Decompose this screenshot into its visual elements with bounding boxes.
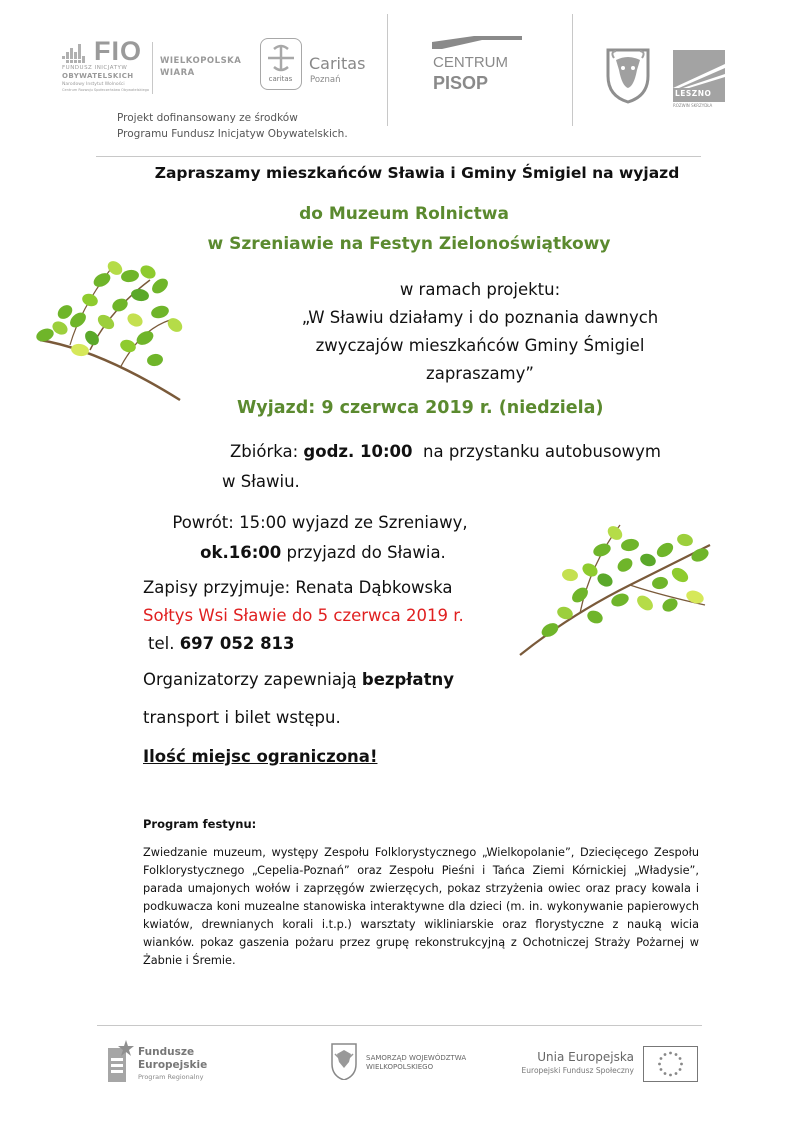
organizers-bold: bezpłatny	[361, 670, 454, 689]
eu-star	[680, 1063, 683, 1066]
signup-person: Zapisy przyjmuje: Renata Dąbkowska	[143, 578, 453, 597]
invite-intro: Zapraszamy mieszkańców Sławia i Gminy Śmigiel na wyjazd	[154, 164, 680, 182]
funding-line1: Projekt dofinansowany ze środków	[117, 112, 298, 124]
header-logos	[0, 0, 794, 160]
coat-of-arms-icon	[604, 46, 652, 104]
eu-star	[669, 1074, 672, 1077]
eu-flag	[643, 1046, 698, 1082]
eu-line2: Europejski Fundusz Społeczny	[521, 1066, 634, 1075]
return-line1: Powrót: 15:00 wyjazd ze Szreniawy,	[172, 513, 468, 532]
fe-star-icon	[108, 1040, 134, 1084]
fe-line1: Fundusze	[138, 1046, 195, 1058]
signup-info	[143, 574, 464, 658]
phone-number: 697 052 813	[179, 634, 295, 653]
header-rule	[96, 156, 701, 157]
fe-line3: Program Regionalny	[138, 1073, 204, 1081]
return-info	[150, 508, 490, 568]
divider	[572, 14, 573, 126]
eu-star	[664, 1053, 667, 1056]
caritas-name: Caritas	[309, 54, 366, 73]
eu-star	[664, 1072, 667, 1075]
branch-illustration	[20, 250, 200, 410]
funding-line2: Programu Fundusz Inicjatyw Obywatelskich.	[117, 128, 348, 140]
caritas-city: Poznań	[310, 75, 341, 85]
organizers-text: Organizatorzy zapewniają	[143, 670, 362, 689]
fio-logo	[62, 36, 152, 96]
funding-note	[117, 110, 348, 142]
divider	[387, 14, 388, 126]
project-intro: w ramach projektu:	[399, 280, 561, 299]
project-block	[250, 276, 710, 388]
eu-star	[679, 1057, 682, 1060]
leszno-logo	[673, 50, 725, 102]
gathering-label: Zbiórka:	[230, 442, 304, 461]
program-title: Program festynu:	[143, 817, 257, 831]
pisop-line1: CENTRUM	[433, 54, 508, 71]
fio-line1: FUNDUSZ INICJATYW	[62, 65, 128, 71]
signup-deadline: Sołtys Wsi Sławie do 5 czerwca 2019 r.	[143, 606, 464, 625]
gathering-line1	[222, 437, 682, 467]
eu-star	[660, 1057, 663, 1060]
project-title-line3: zapraszamy”	[426, 364, 534, 383]
signup-phone	[143, 630, 464, 658]
gathering-info	[222, 437, 682, 497]
fe-line2: Europejskie	[138, 1059, 208, 1071]
eu-star	[669, 1052, 672, 1055]
divider	[152, 42, 153, 94]
wielkopolska-line1: WIELKOPOLSKA	[160, 56, 242, 66]
project-title-line2: zwyczajów mieszkańców Gminy Śmigiel	[315, 336, 645, 355]
caritas-badge	[260, 38, 302, 90]
branch-illustration	[510, 505, 725, 665]
samorzad-logo	[330, 1042, 500, 1084]
leszno-wing-icon	[673, 50, 725, 88]
pisop-roof-icon	[432, 36, 522, 50]
program-text: Zwiedzanie muzeum, występy Zespołu Folklorystycznego „Wielkopolanie”, Dziecięcego Zespołu Folklorystycznego „Cepelia-Poznań” oraz Zespołu Pieśni i Tańca Ziemi Kórnickiej „Władysie”, parada umajonych wołów i zaprzęgów zwierzęcych, pokaz strzyżenia owiec oraz pracy kowala i podkuwacza koni muzealne stanowiska interaktywne dla dzieci (m. in. wykonywanie papierowych kwiatów, drewnianych korali i.t.p.) warsztaty wikliniarskie oraz florystyczne z nauką wicia wianków. pokaz gaszenia pożaru przez grupę rekonstrukcyjną z Ochotniczej Straży Pożarnej w Żabnie i Śremie.	[143, 846, 699, 967]
fio-bars-icon	[62, 42, 92, 64]
destination-line2: w Szreniawie na Festyn Zielonoświątkowy	[207, 234, 611, 254]
departure-date: Wyjazd: 9 czerwca 2019 r. (niedziela)	[237, 398, 604, 418]
fundusze-europejskie-logo	[108, 1040, 228, 1086]
fio-line3: Narodowy Instytut Wolności	[62, 82, 125, 87]
destination-line1: do Muzeum Rolnictwa	[299, 204, 509, 224]
fio-line2: OBYWATELSKICH	[62, 72, 134, 80]
return-arrival: przyjazd do Sławia.	[281, 543, 446, 562]
pisop-line2: PISOP	[433, 73, 489, 93]
eu-star	[679, 1068, 682, 1071]
eu-stars-icon	[644, 1047, 697, 1081]
leszno-tagline: ROZWIN SKRZYDŁA	[673, 103, 713, 108]
transport-note: transport i bilet wstępu.	[143, 708, 341, 727]
gathering-place: na przystanku autobusowym	[412, 442, 661, 461]
eu-star	[675, 1053, 678, 1056]
fio-line4: Centrum Rozwoju Społeczeństwa Obywatelskiego	[62, 88, 150, 92]
eu-star	[660, 1068, 663, 1071]
return-time: ok.16:00	[200, 543, 282, 562]
gathering-time: godz. 10:00	[303, 442, 413, 461]
phone-label: tel.	[148, 634, 180, 653]
leszno-name: LESZNO	[675, 89, 712, 98]
fio-abbr: FIO	[94, 36, 142, 66]
organizers-note	[143, 670, 454, 689]
caritas-badge-text: caritas	[268, 75, 293, 83]
sw-line1: SAMORZĄD WOJEWÓDZTWA	[366, 1054, 467, 1062]
sw-line2: WIELKOPOLSKIEGO	[366, 1063, 434, 1071]
footer-rule	[97, 1025, 702, 1026]
project-title-line1: „W Sławiu działamy i do poznania dawnych	[301, 308, 659, 327]
return-line2	[150, 538, 490, 568]
eagle-crest-icon	[330, 1042, 358, 1080]
caritas-cross-icon	[266, 43, 296, 73]
eu-star	[658, 1063, 661, 1066]
eu-line1: Unia Europejska	[537, 1050, 634, 1064]
pisop-logo	[432, 36, 522, 100]
gathering-line2: w Sławiu.	[222, 472, 300, 491]
eu-star	[675, 1072, 678, 1075]
wielkopolska-logo	[160, 56, 241, 78]
limited-seats: Ilość miejsc ograniczona!	[143, 747, 378, 766]
eu-text	[508, 1050, 634, 1075]
wielkopolska-line2: WIARA	[160, 68, 195, 78]
